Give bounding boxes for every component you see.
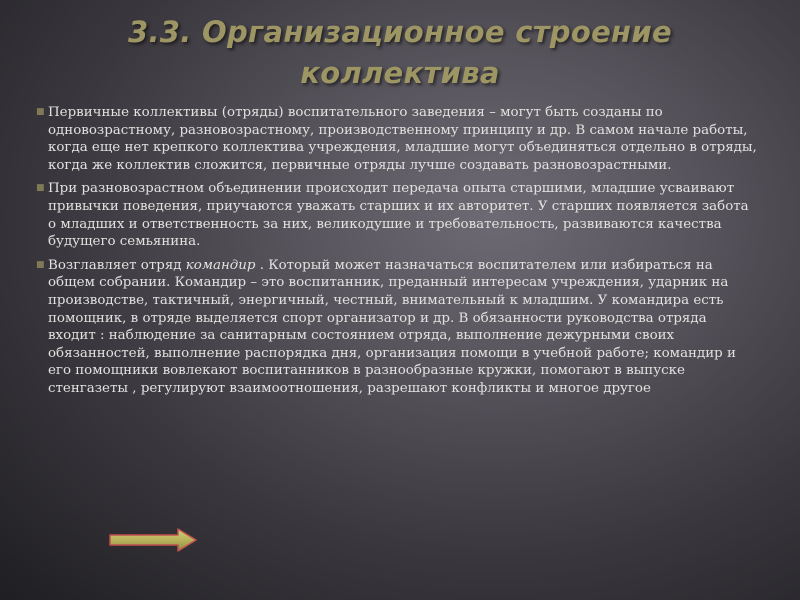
paragraph-2 (36, 180, 758, 250)
slide-body (36, 104, 758, 404)
paragraph-3 (36, 257, 758, 398)
paragraph-3-emphasis: командир (185, 257, 256, 273)
slide-title: 3.3. Организационное строение коллектива (128, 15, 672, 90)
paragraph-3-rest: . Который может назначаться воспитателем или избираться на общем собрании. Командир – это воспитанник, преданный интересам учреждения, ударник на производстве, тактичный, энергичный, честный, внимательный к младшим. У командира есть помощник, в отряде выделяется спорт организатор и др. В обязанности руководства отряда входит : наблюдение за санитарным состоянием отряда, выполнение дежурными своих обязанностей, выполнение распорядка дня, организация помощи в учебной работе; командир и его помощники вовлекают воспитанников в разнообразные кружки, помогают в выпуске стенгазеты , регулируют взаимоотношения, разрешают конфликты и многое другое (48, 257, 736, 396)
bullet-icon: ■ (36, 183, 45, 194)
bullet-icon: ■ (36, 107, 45, 117)
bullet-icon: ■ (36, 259, 45, 270)
paragraph-1 (36, 104, 758, 174)
paragraph-1-text: Первичные коллективы (отряды) воспитательного заведения – могут быть созданы по одновозрастному, разновозрастному, производственному принципу и др. В самом начале работы, когда еще нет крепкого коллектива учреждения, младшие могут объединяться отдельно в отряды, когда же коллектив сложится, первичные отряды лучше создавать разновозрастными. (48, 105, 757, 173)
paragraph-2-text: При разновозрастном объединении происходит передача опыта старшими, младшие усваивают привычки поведения, приучаются уважать старших и их авторитет. У старших появляется забота о младших и ответственность за них, великодушие и требовательность, развиваются качества будущего семьянина. (48, 181, 749, 250)
right-arrow-icon[interactable] (108, 527, 198, 553)
paragraph-3-prefix: Возглавляет отряд (48, 257, 186, 273)
